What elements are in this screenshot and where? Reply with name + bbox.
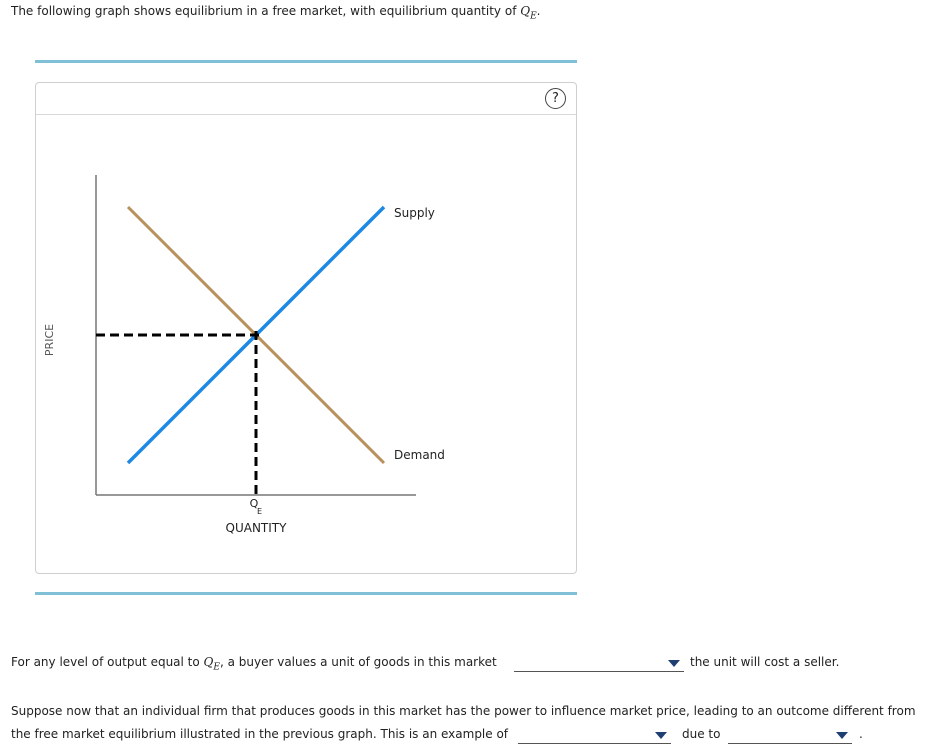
- graph-panel: [35, 82, 577, 574]
- chevron-down-icon: [655, 732, 667, 739]
- chevron-down-icon: [836, 732, 848, 739]
- market-outcome-dropdown[interactable]: [518, 729, 671, 744]
- qe-tick-subscript: E: [257, 507, 263, 516]
- supply-demand-chart[interactable]: [36, 115, 576, 573]
- help-icon[interactable]: ?: [545, 88, 566, 109]
- intro-text: The following graph shows equilibrium in a free market, with equilibrium quantity of $Q_E$.: [11, 4, 541, 22]
- bottom-divider: [35, 592, 577, 595]
- quantity-axis-label: QUANTITY: [225, 521, 287, 535]
- buyer-value-dropdown[interactable]: [514, 657, 684, 672]
- graph-toolbar: [36, 83, 576, 115]
- demand-label: Demand: [394, 448, 445, 462]
- question-2-line-1: Suppose now that an individual firm that produces goods in this market has the power to influence market price, leading to an outcome different from: [11, 704, 916, 718]
- due-to-label: due to: [682, 727, 721, 741]
- top-divider: [35, 60, 577, 63]
- cause-dropdown[interactable]: [728, 729, 852, 744]
- question-1-text: For any level of output equal to $Q_E$, a buyer values a unit of goods in this market: [11, 655, 497, 673]
- supply-label: Supply: [394, 206, 435, 220]
- question-1-suffix: the unit will cost a seller.: [690, 655, 840, 669]
- question-2-line-2: the free market equilibrium illustrated in the previous graph. This is an example of: [11, 727, 509, 741]
- question-2-period: .: [859, 727, 863, 741]
- chevron-down-icon: [668, 660, 680, 667]
- price-axis-label: PRICE: [43, 323, 56, 357]
- qe-tick-label: Q: [249, 497, 259, 510]
